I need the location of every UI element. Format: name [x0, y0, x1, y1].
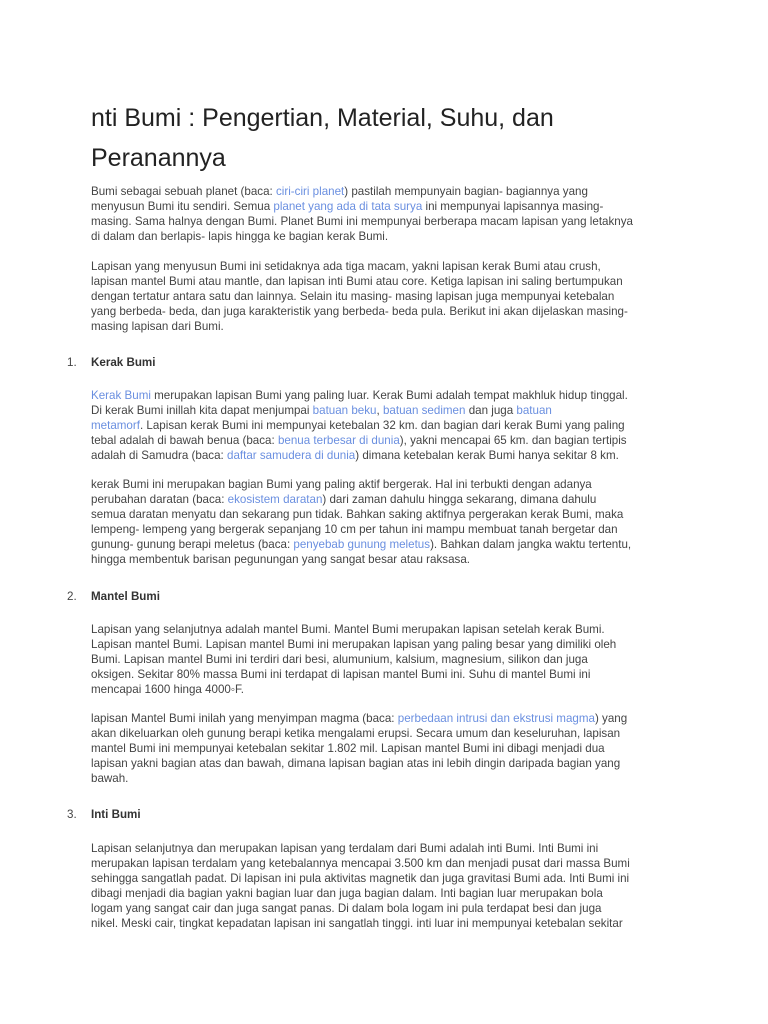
text-line [91, 199, 685, 214]
inti-paragraph-1 [91, 841, 685, 931]
text-line: mencapai 1600 hinga 4000◦F. [91, 683, 245, 696]
text-run: ), yakni mencapai 65 km. dan bagian tertipis [399, 434, 627, 447]
text-run: ). Bahkan dalam jangka waktu tertentu, [430, 538, 632, 551]
text-line: Lapisan mantel Bumi. Lapisan mantel Bumi ini merupakan lapisan yang paling besar yang dimiliki oleh [91, 638, 617, 651]
text-line: kerak Bumi ini merupakan bagian Bumi yang paling aktif bergerak. Hal ini terbukti dengan adanya [91, 478, 592, 491]
text-line: masing lapisan dari Bumi. [91, 320, 224, 333]
text-line: Lapisan yang selanjutnya adalah mantel Bumi. Mantel Bumi merupakan lapisan setelah kerak Bumi. [91, 623, 605, 636]
text-line: lempeng- lempeng yang bergerak sepanjang 10 cm per tahun ini mampu membuat tanah bergetar dan [91, 523, 618, 536]
text-run: merupakan lapisan Bumi yang paling luar. Kerak Bumi adalah tempat makhluk hidup tinggal. [150, 389, 628, 402]
text-line: masing. Sama halnya dengan Bumi. Planet Bumi ini mempunyai berberapa macam lapisan yang letaknya [91, 215, 633, 228]
text-run: dan juga [465, 404, 517, 417]
section-heading-mantel-bumi [67, 589, 160, 604]
section-title: Inti Bumi [91, 808, 141, 821]
text-line: lapisan yakni bagian atas dan bawah, dimana lapisan bagian atas ini lebih dingin daripada bagian yang [91, 757, 621, 770]
text-line: lapisan mantel Bumi atau mantle, dan lapisan inti Bumi atau core. Ketiga lapisan ini saling bertumpukan [91, 275, 623, 288]
text-line: merupakan lapisan terdalam yang ketebalannya mencapai 3.500 km dan menjadi pusat dari massa Bumi [91, 857, 630, 870]
kerak-paragraph-2 [91, 477, 685, 567]
text-line: bawah. [91, 772, 129, 785]
text-line: dengan tertatur antara satu dan lainnya. Selain itu masing- masing lapisan juga mempunyai ketebalan [91, 290, 615, 303]
text-run: ) dari zaman dahulu hingga sekarang, dimana dahulu [322, 493, 597, 506]
text-run: tebal adalah di bawah benua (baca: [91, 434, 278, 447]
text-run: . Lapisan kerak Bumi ini mempunyai ketebalan 32 km. dan bagian dari kerak Bumi yang paling [139, 419, 625, 432]
mantel-paragraph-2 [91, 711, 685, 786]
text-line: Lapisan yang menyusun Bumi ini setidaknya ada tiga macam, yakni lapisan kerak Bumi atau crush, [91, 260, 601, 273]
text-run: ) yang [594, 712, 628, 725]
list-number: 2. [67, 590, 77, 603]
link-planet-tata-surya[interactable]: planet yang ada di tata surya [273, 200, 423, 213]
text-run: ) pastilah mempunyain bagian- bagiannya yang [344, 185, 588, 198]
text-line [91, 711, 685, 726]
text-line: oksigen. Sekitar 80% massa Bumi ini terdapat di lapisan mantel Bumi ini. Suhu di mantel Bumi ini [91, 668, 591, 681]
link-benua-terbesar[interactable]: benua terbesar di dunia [277, 434, 400, 447]
link-batuan-beku[interactable]: batuan beku [312, 404, 377, 417]
text-line: dibagi menjadi dia bagian yakni bagian luar dan juga bagian dalam. Inti bagian luar merupakan bola [91, 887, 603, 900]
text-line: logam yang sangat cair dan juga sangat panas. Di dalam bola logam ini pula terdapat besi dan juga [91, 902, 602, 915]
text-line: akan dikeluarkan oleh gunung berapi ketika mengalami erupsi. Secara umum dan keseluruhan, lapisan [91, 727, 621, 740]
link-ciri-ciri-planet[interactable]: ciri-ciri planet [275, 185, 345, 198]
link-batuan-sedimen[interactable]: batuan sedimen [382, 404, 466, 417]
text-line [91, 492, 685, 507]
section-title: Kerak Bumi [91, 356, 156, 369]
list-number: 1. [67, 356, 77, 369]
text-run: , [376, 404, 383, 417]
intro-paragraph-2 [91, 259, 685, 334]
text-run: Bumi sebagai sebuah planet (baca: [91, 185, 276, 198]
text-run: adalah di Samudra (baca: [91, 449, 227, 462]
text-line [91, 388, 685, 403]
link-penyebab-gunung-meletus[interactable]: penyebab gunung meletus [293, 538, 431, 551]
mantel-paragraph-1 [91, 622, 685, 697]
text-line: hingga membentuk barisan pegunungan yang sangat besar atau raksasa. [91, 553, 470, 566]
title-line-2: Peranannya [91, 144, 226, 172]
intro-paragraph-1 [91, 184, 685, 244]
link-batuan[interactable]: batuan [516, 404, 552, 417]
section-heading-kerak-bumi [67, 355, 155, 370]
text-line: Bumi. Lapisan mantel Bumi ini terdiri dari besi, alumunium, kalsium, magnesium, silikon dan juga [91, 653, 588, 666]
text-line: Lapisan selanjutnya dan merupakan lapisan yang terdalam dari Bumi adalah inti Bumi. Inti Bumi ini [91, 842, 599, 855]
page-title [91, 98, 691, 178]
link-kerak-bumi[interactable]: Kerak Bumi [91, 389, 151, 402]
text-line [91, 537, 685, 552]
text-line: sehingga sangatlah padat. Di lapisan ini pula aktivitas magnetik dan juga gravitasi Bumi ada. Inti Bumi ini [91, 872, 630, 885]
title-line-1: nti Bumi : Pengertian, Material, Suhu, dan [91, 104, 554, 132]
text-line: semua daratan menyatu dan sekarang pun tidak. Bahkan saking aktifnya pergerakan kerak Bumi, maka [91, 508, 624, 521]
text-line: di dalam dan berlapis- lapis hingga ke bagian kerak Bumi. [91, 230, 389, 243]
text-run: Di kerak Bumi inillah kita dapat menjumpai [91, 404, 313, 417]
text-run: gunung- gunung berapi meletus (baca: [91, 538, 294, 551]
text-run: ini mempunyai lapisannya masing- [422, 200, 604, 213]
kerak-paragraph-1 [91, 388, 685, 463]
text-line: nikel. Meski cair, tingkat kepadatan lapisan ini sangatlah tinggi. inti luar ini mempunyai ketebalan sekitar [91, 917, 623, 930]
text-line [91, 433, 685, 448]
section-heading-inti-bumi [67, 807, 141, 822]
link-daftar-samudera[interactable]: daftar samudera di dunia [227, 449, 356, 462]
list-number: 3. [67, 808, 77, 821]
text-line [91, 403, 685, 418]
text-run: ) dimana ketebalan kerak Bumi hanya sekitar 8 km. [355, 449, 619, 462]
section-title: Mantel Bumi [91, 590, 160, 603]
text-line [91, 184, 685, 199]
text-line [91, 448, 685, 463]
text-run: perubahan daratan (baca: [91, 493, 228, 506]
text-run: menyusun Bumi itu sendiri. Semua [91, 200, 274, 213]
link-metamorf[interactable]: metamorf [91, 419, 140, 432]
text-run: lapisan Mantel Bumi inilah yang menyimpan magma (baca: [91, 712, 398, 725]
text-line [91, 418, 685, 433]
text-line: mantel Bumi ini mempunyai ketebalan sekitar 1.802 mil. Lapisan mantel Bumi ini dibagi menjadi dua [91, 742, 605, 755]
link-ekosistem-daratan[interactable]: ekosistem daratan [227, 493, 323, 506]
link-intrusi-ekstrusi-magma[interactable]: perbedaan intrusi dan ekstrusi magma [397, 712, 595, 725]
text-line: yang berbeda- beda, dan juga karakteristik yang berbeda- beda pula. Berikut ini akan dijelaskan masing- [91, 305, 628, 318]
